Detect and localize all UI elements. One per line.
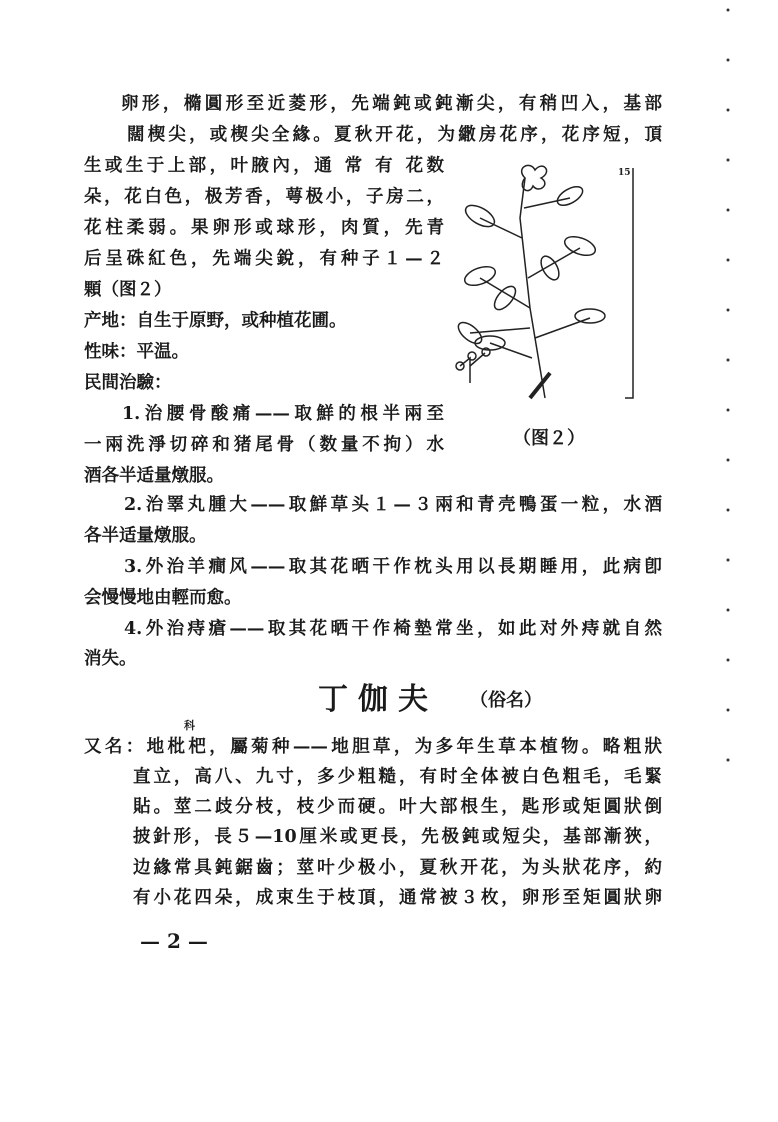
text-line: 各半适量燉服。 bbox=[84, 526, 207, 546]
text-line: 后呈硃紅色，先端尖銳，有种子１—２ bbox=[84, 249, 444, 269]
text-line: 披針形，長５—10厘米或更長，先极鈍或短尖，基部漸狹， bbox=[133, 827, 662, 847]
origin-line: 产地：自生于原野，或种植花圃。 bbox=[84, 311, 347, 331]
figure-caption: （图２） bbox=[513, 428, 585, 449]
binding-marks bbox=[718, 0, 738, 800]
text-line: 会慢慢地由輕而愈。 bbox=[84, 588, 242, 608]
text-line: 顆（图２） bbox=[84, 280, 172, 300]
folk-remedies-heading: 民間治驗： bbox=[84, 373, 172, 393]
text-line: 有小花四朵，成束生于枝頂，通常被３枚，卵形至矩圓狀卵 bbox=[133, 888, 662, 908]
text-line: 貼。莖二歧分枝，枝少而硬。叶大部根生，匙形或矩圓狀倒 bbox=[133, 797, 662, 817]
text-line: 一兩洗淨切碎和猪尾骨（数量不拘）水 bbox=[84, 435, 444, 455]
text-line: 花柱柔弱。果卵形或球形，肉質，先青 bbox=[84, 218, 444, 238]
text-line: 直立，高八、九寸，多少粗糙，有时全体被白色粗毛，毛緊 bbox=[133, 767, 662, 787]
text-line: 生或生于上部，叶腋內，通 常 有 花数 bbox=[84, 156, 444, 176]
text-line: 消失。 bbox=[84, 649, 137, 669]
section-title: 丁伽夫 bbox=[318, 682, 438, 717]
page-number: — 2 — bbox=[140, 929, 208, 953]
text-line: 边緣常具鈍鋸齒；莖叶少极小，夏秋开花，为头狀花序，約 bbox=[133, 858, 662, 878]
remedy-2: 2.治睪丸腫大——取鮮草头１—３兩和青壳鴨蛋一粒，水酒 bbox=[124, 495, 662, 515]
plant-illustration bbox=[450, 158, 650, 413]
handwritten-correction: 科 bbox=[184, 719, 195, 732]
alias-note: （俗名） bbox=[470, 690, 542, 711]
text-line: 酒各半适量燉服。 bbox=[84, 466, 224, 486]
remedy-4: 4.外治痔瘡——取其花晒干作椅墊常坐，如此对外痔就自然 bbox=[124, 619, 662, 639]
nature-line: 性味：平温。 bbox=[84, 342, 189, 362]
text-line: 闊楔尖，或楔尖全緣。夏秋开花，为繖房花序，花序短，頂 bbox=[127, 125, 662, 145]
scale-label: 15 bbox=[618, 168, 631, 178]
text-line: 卵形，橢圓形至近菱形，先端鈍或鈍漸尖，有稍凹入，基部 bbox=[121, 94, 662, 114]
alias-line: 又名：地枇杷，屬菊种——地胆草，为多年生草本植物。略粗狀 bbox=[84, 737, 662, 757]
remedy-1: 1.治腰骨酸痛——取鮮的根半兩至 bbox=[122, 404, 444, 424]
remedy-3: 3.外治羊癎风——取其花晒干作枕头用以長期睡用，此病卽 bbox=[124, 557, 662, 577]
text-line: 朵，花白色，极芳香，萼极小，子房二， bbox=[84, 187, 444, 207]
